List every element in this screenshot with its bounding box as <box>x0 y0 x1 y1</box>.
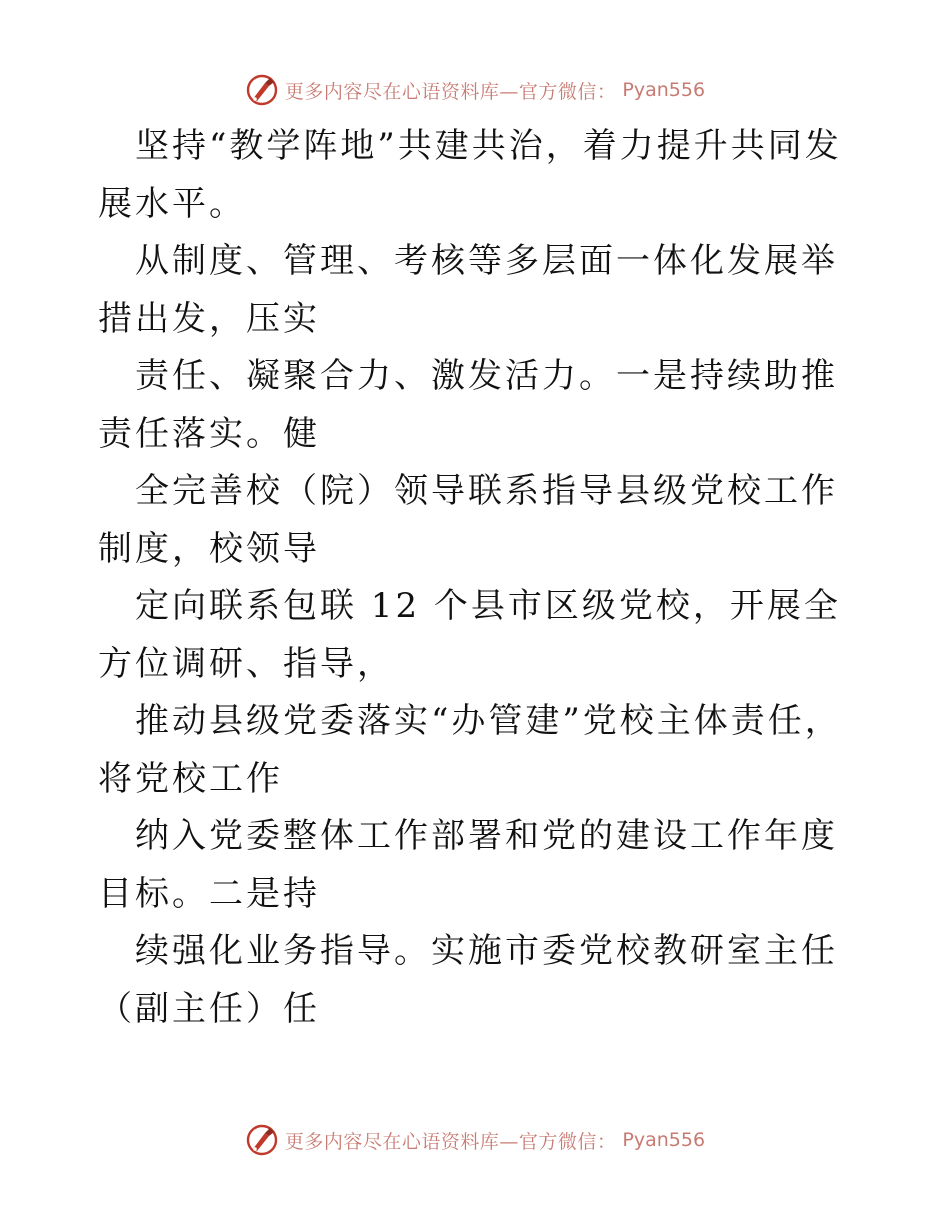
paragraph-line: 全完善校（院）领导联系指导县级党校工作制度，校领导 <box>98 471 838 569</box>
watermark-text: 更多内容尽在心语资料库—官方微信： <box>284 1130 617 1153</box>
watermark-wechat-id: Pyan556 <box>622 1129 706 1151</box>
footer-watermark <box>0 1120 950 1160</box>
watermark-wechat-id: Pyan556 <box>622 79 706 101</box>
paragraph-line: 坚持“教学阵地”共建共治，着力提升共同发展水平。 <box>98 126 842 224</box>
body-text <box>98 118 858 1038</box>
paragraph-line: 责任、凝聚合力、激发活力。一是持续助推责任落实。健 <box>98 356 838 454</box>
paragraph-line: 从制度、管理、考核等多层面一体化发展举措出发，压实 <box>98 241 838 339</box>
watermark-text: 更多内容尽在心语资料库—官方微信： <box>284 80 617 103</box>
header-watermark <box>0 70 950 110</box>
paragraph-line: 纳入党委整体工作部署和党的建设工作年度目标。二是持 <box>98 816 838 914</box>
paragraph-line: 推动县级党委落实“办管建”党校主体责任，将党校工作 <box>98 701 842 799</box>
paragraph-line: 定向联系包联 12 个县市区级党校，开展全方位调研、指导， <box>98 586 841 684</box>
pen-logo-icon <box>245 73 279 107</box>
paragraph-line: 续强化业务指导。实施市委党校教研室主任（副主任）任 <box>98 931 838 1029</box>
pen-logo-icon <box>245 1123 279 1157</box>
